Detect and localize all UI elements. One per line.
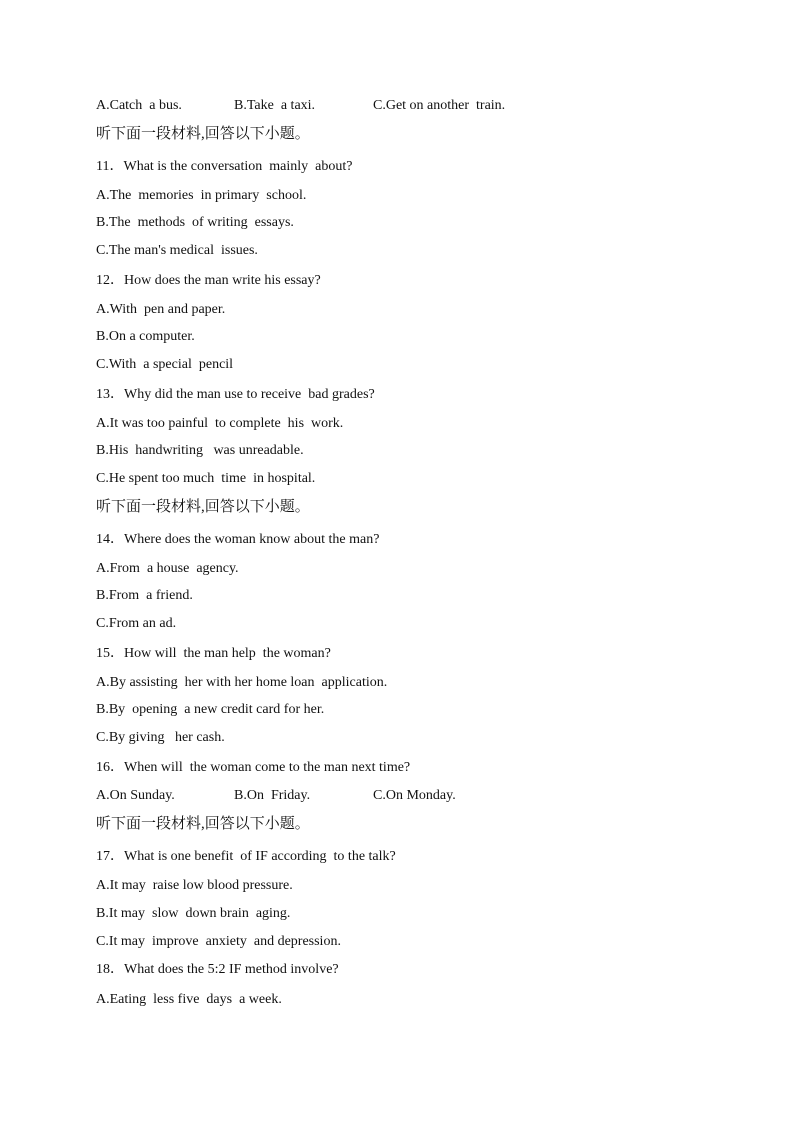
section-title-2: 听下面一段材料,回答以下小题。 <box>96 499 310 515</box>
q17-option-c: C.It may improve anxiety and depression. <box>96 934 341 949</box>
q12-option-c: C.With a special pencil <box>96 357 234 372</box>
q15-option-a: A.By assisting her with her home loan application. <box>96 675 388 690</box>
q18-option-a: A.Eating less five days a week. <box>96 992 282 1007</box>
q13-option-b: B.His handwriting was unreadable. <box>96 443 304 458</box>
top-option-c: C.Get on another train. <box>373 98 506 113</box>
q17-option-b: B.It may slow down brain aging. <box>96 906 291 921</box>
q16-option-c: C.On Monday. <box>373 788 456 803</box>
q11-option-a: A.The memories in primary school. <box>96 188 307 203</box>
question-11: 11．What is the conversation mainly about? <box>96 159 353 174</box>
top-option-a: A.Catch a bus. <box>96 98 182 113</box>
question-18: 18．What does the 5:2 IF method involve? <box>96 962 339 977</box>
question-12: 12．How does the man write his essay? <box>96 273 321 288</box>
q14-option-c: C.From an ad. <box>96 616 177 631</box>
q11-option-b: B.The methods of writing essays. <box>96 215 294 230</box>
q14-option-b: B.From a friend. <box>96 588 193 603</box>
q14-option-a: A.From a house agency. <box>96 561 239 576</box>
section-title-1: 听下面一段材料,回答以下小题。 <box>96 126 310 142</box>
top-option-b: B.Take a taxi. <box>234 98 316 113</box>
q12-option-a: A.With pen and paper. <box>96 302 226 317</box>
q15-option-c: C.By giving her cash. <box>96 730 225 745</box>
q13-option-c: C.He spent too much time in hospital. <box>96 471 316 486</box>
question-16: 16．When will the woman come to the man next time? <box>96 760 411 775</box>
question-15: 15．How will the man help the woman? <box>96 646 331 661</box>
question-17: 17．What is one benefit of IF according to the talk? <box>96 849 396 864</box>
question-13: 13．Why did the man use to receive bad grades? <box>96 387 375 402</box>
q15-option-b: B.By opening a new credit card for her. <box>96 702 325 717</box>
q16-option-b: B.On Friday. <box>234 788 311 803</box>
q13-option-a: A.It was too painful to complete his work. <box>96 416 344 431</box>
section-title-3: 听下面一段材料,回答以下小题。 <box>96 816 310 832</box>
q12-option-b: B.On a computer. <box>96 329 195 344</box>
q16-option-a: A.On Sunday. <box>96 788 175 803</box>
q11-option-c: C.The man's medical issues. <box>96 243 258 258</box>
q17-option-a: A.It may raise low blood pressure. <box>96 878 293 893</box>
question-14: 14．Where does the woman know about the man? <box>96 532 380 547</box>
